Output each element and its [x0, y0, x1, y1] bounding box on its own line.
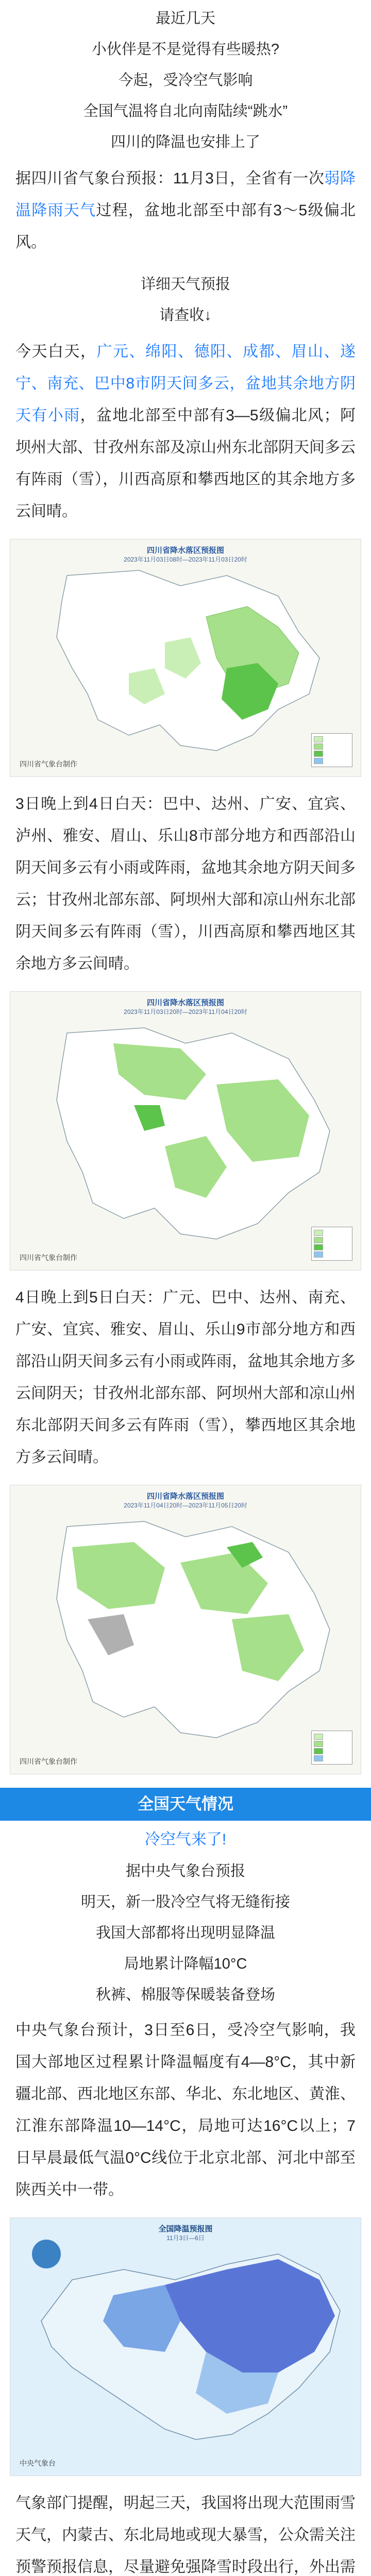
day1-text-a: 今天白天， — [15, 343, 97, 360]
province-intro-highlight: 弱降温降雨天气 — [15, 170, 356, 219]
national-forecast: 中央气象台预计，3日至6日，受冷空气影响，我国大部地区过程累计降温幅度有4—8°C，其中新疆北部、西北地区东部、华北、东北地区、黄淮、江淮东部降温10—14°C，局地可达16°C以上；7日早晨最低气温0°C线位于北京北部、河北中部至陕西关中一带。 — [15, 2022, 356, 2198]
map4-title: 全国降温预报图 — [158, 2225, 213, 2233]
intro-lines — [0, 0, 371, 158]
sichuan-rain-map-3 — [10, 1485, 361, 1774]
closing-reminder: 气象部门提醒，明起三天，我国将出现大范围雨雪天气，内蒙古、东北局地或现大暴雪，公众需关注预警预报信息，尽量避免强降雪时段出行，外出需 — [15, 2495, 356, 2575]
map4-shape — [10, 2218, 361, 2476]
cold-air-title: 冷空气来了! — [144, 1831, 227, 1848]
national-cooling-map — [10, 2217, 361, 2476]
national-line-3: 我国大部都将出现明显降温 — [95, 1925, 275, 1941]
intro-line-3: 今起，受冷空气影响 — [118, 72, 253, 89]
day1-forecast — [15, 336, 356, 528]
national-line-5: 秋裤、棉服等保暖装备登场 — [95, 1987, 275, 2003]
province-intro-text-a: 据四川省气象台预报：11月3日，全省有一次 — [15, 170, 325, 187]
day1-highlight: 广元、绵阳、德阳、成都、眉山、遂宁、南充、巴中8市阴天间多云，盆地其余地方阴天有小雨 — [15, 343, 356, 424]
intro-line-1: 最近几天 — [155, 10, 215, 27]
map2-legend — [311, 1227, 352, 1261]
intro-line-2: 小伙伴是不是觉得有些暖热? — [91, 41, 280, 58]
day3-forecast: 4日晚上到5日白天：广元、巴中、达州、南充、广安、宜宾、雅安、眉山、乐山9市部分地方和西部沿山阴天间多云有小雨或阵雨，盆地其余地方多云间阴天；甘孜州北部东部、阿坝州大部和凉山州东北部阴天间多云有阵雨（雪），攀西地区其余地方多云间晴。 — [15, 1289, 356, 1466]
intro-line-5: 四川的降温也安排上了 — [110, 134, 260, 150]
map4-subtitle: 11月3日—6日 — [166, 2234, 205, 2242]
national-weather-banner: 全国天气情况 — [0, 1788, 371, 1821]
national-line-2: 明天，新一股冷空气将无缝衔接 — [80, 1894, 290, 1910]
map3-shape — [10, 1485, 361, 1774]
map4-footnote: 中央气象台 — [20, 2459, 56, 2467]
map3-footnote: 四川省气象台制作 — [20, 1757, 77, 1766]
day2-forecast: 3日晚上到4日白天：巴中、达州、广安、宜宾、泸州、雅安、眉山、乐山8市部分地方和西部沿山阴天间多云有小雨或阵雨，盆地其余地方阴天间多云；甘孜州北部东部、阿坝州大部和凉山州东北部阴天间多云有阵雨（雪），川西高原和攀西地区其余地方多云间晴。 — [15, 795, 356, 972]
forecast-title: 详细天气预报 — [140, 276, 230, 293]
map2-footnote: 四川省气象台制作 — [20, 1253, 77, 1262]
map1-legend — [311, 733, 352, 767]
map2-shape — [10, 992, 361, 1270]
day1-text-c: ，盆地北部至中部有3—5级偏北风；阿坝州大部、甘孜州东部及凉山州东北部阴天间多云有阵雨（雪），川西高原和攀西地区的其余地方多云间晴。 — [15, 407, 356, 520]
map2-title: 四川省降水落区预报图 — [146, 998, 224, 1007]
map1-title: 四川省降水落区预报图 — [146, 546, 224, 555]
map1-footnote: 四川省气象台制作 — [20, 760, 77, 768]
national-line-4: 局地累计降幅10°C — [124, 1956, 247, 1972]
national-line-1: 据中央气象台预报 — [125, 1863, 245, 1879]
map1-subtitle: 2023年11月03日08时—2023年11月03日20时 — [124, 556, 247, 563]
sichuan-rain-map-1 — [10, 539, 361, 777]
intro-line-4: 全国气温将自北向南陆续“跳水” — [83, 103, 288, 120]
map3-subtitle: 2023年11月04日20时—2023年11月05日20时 — [124, 1502, 247, 1509]
sichuan-rain-map-2 — [10, 991, 361, 1270]
map1-shape — [10, 539, 361, 776]
map3-legend — [311, 1731, 352, 1765]
map2-subtitle: 2023年11月03日20时—2023年11月04日20时 — [124, 1008, 247, 1015]
map3-title: 四川省降水落区预报图 — [146, 1492, 224, 1501]
forecast-subtitle: 请查收↓ — [159, 307, 212, 324]
province-intro-text-c: 过程，盆地北部至中部有3～5级偏北风。 — [15, 202, 356, 251]
province-intro — [15, 163, 356, 259]
